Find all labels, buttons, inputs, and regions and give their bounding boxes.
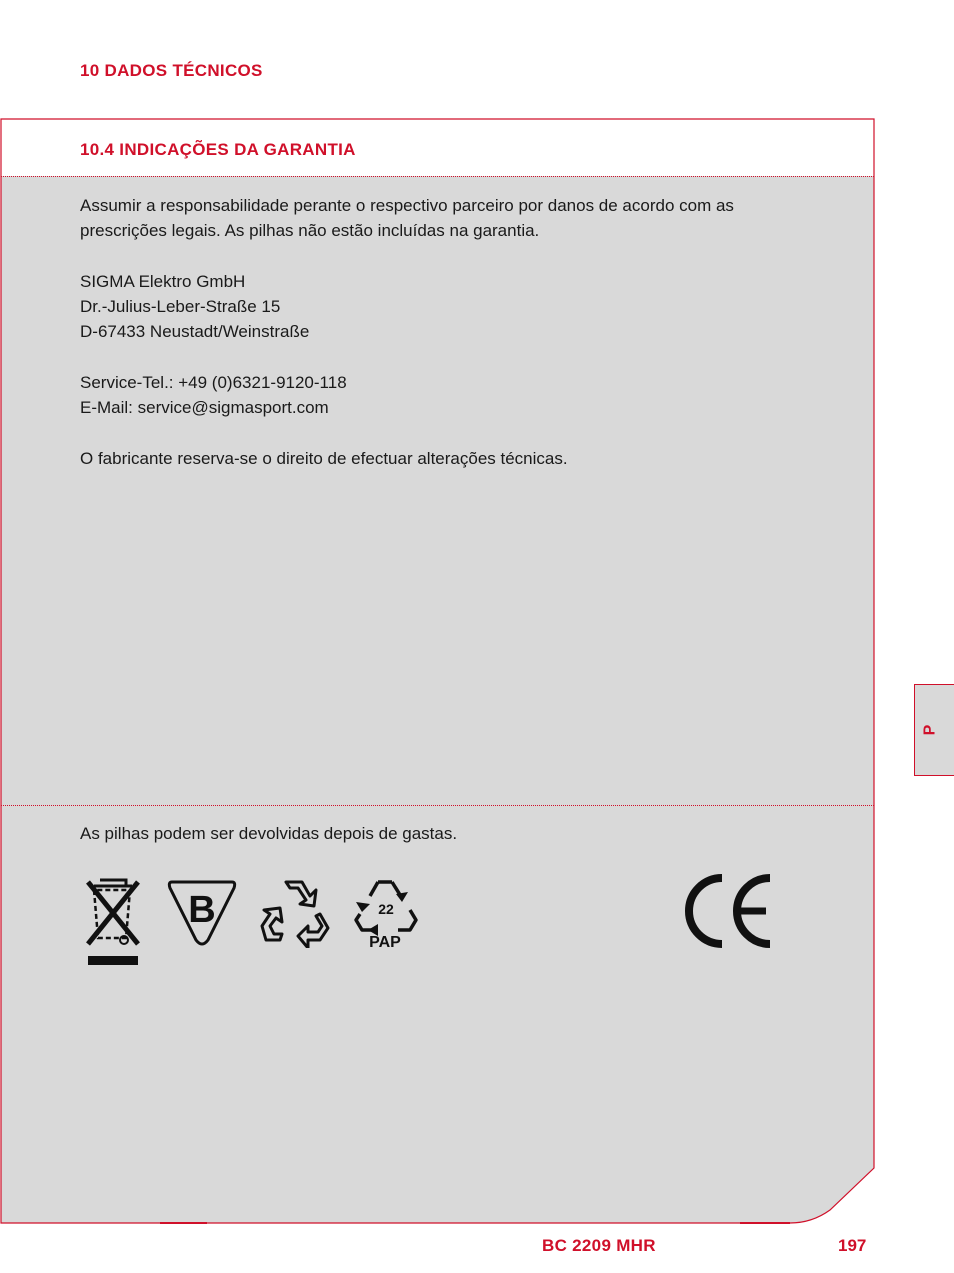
warranty-text xyxy=(80,193,840,471)
chapter-title: 10 DADOS TÉCNICOS xyxy=(80,61,263,80)
paragraph-line: prescrições legais. As pilhas não estão incluídas na garantia. xyxy=(80,221,540,241)
page-number: 197 xyxy=(838,1236,867,1255)
battery-divider xyxy=(1,805,874,806)
battery-return-text: As pilhas podem ser devolvidas depois de gastas. xyxy=(80,824,458,843)
technical-notice: O fabricante reserva-se o direito de efectuar alterações técnicas. xyxy=(80,448,568,468)
company-city: D-67433 Neustadt/Weinstraße xyxy=(80,322,310,342)
recycle-icon xyxy=(258,876,336,948)
section-divider xyxy=(1,176,874,177)
recycle-number: 22 xyxy=(378,901,394,917)
section-title: 10.4 INDICAÇÕES DA GARANTIA xyxy=(80,140,356,159)
battery-b-icon xyxy=(166,876,238,948)
recycle-code-icon xyxy=(352,874,420,952)
footer-model: BC 2209 MHR xyxy=(542,1236,656,1255)
language-tab xyxy=(914,684,954,776)
company-street: Dr.-Julius-Leber-Straße 15 xyxy=(80,297,281,317)
language-tab-label: P xyxy=(921,724,939,736)
service-email: E-Mail: service@sigmasport.com xyxy=(80,398,329,418)
company-name: SIGMA Elektro GmbH xyxy=(80,271,246,291)
service-phone: Service-Tel.: +49 (0)6321-9120-118 xyxy=(80,373,347,393)
recycle-code: PAP xyxy=(369,934,401,951)
ce-mark-icon xyxy=(682,872,774,950)
svg-text:B: B xyxy=(188,889,216,931)
weee-bin-icon xyxy=(80,872,146,968)
paragraph-line: Assumir a responsabilidade perante o respectivo parceiro por danos de acordo com as xyxy=(80,196,734,215)
